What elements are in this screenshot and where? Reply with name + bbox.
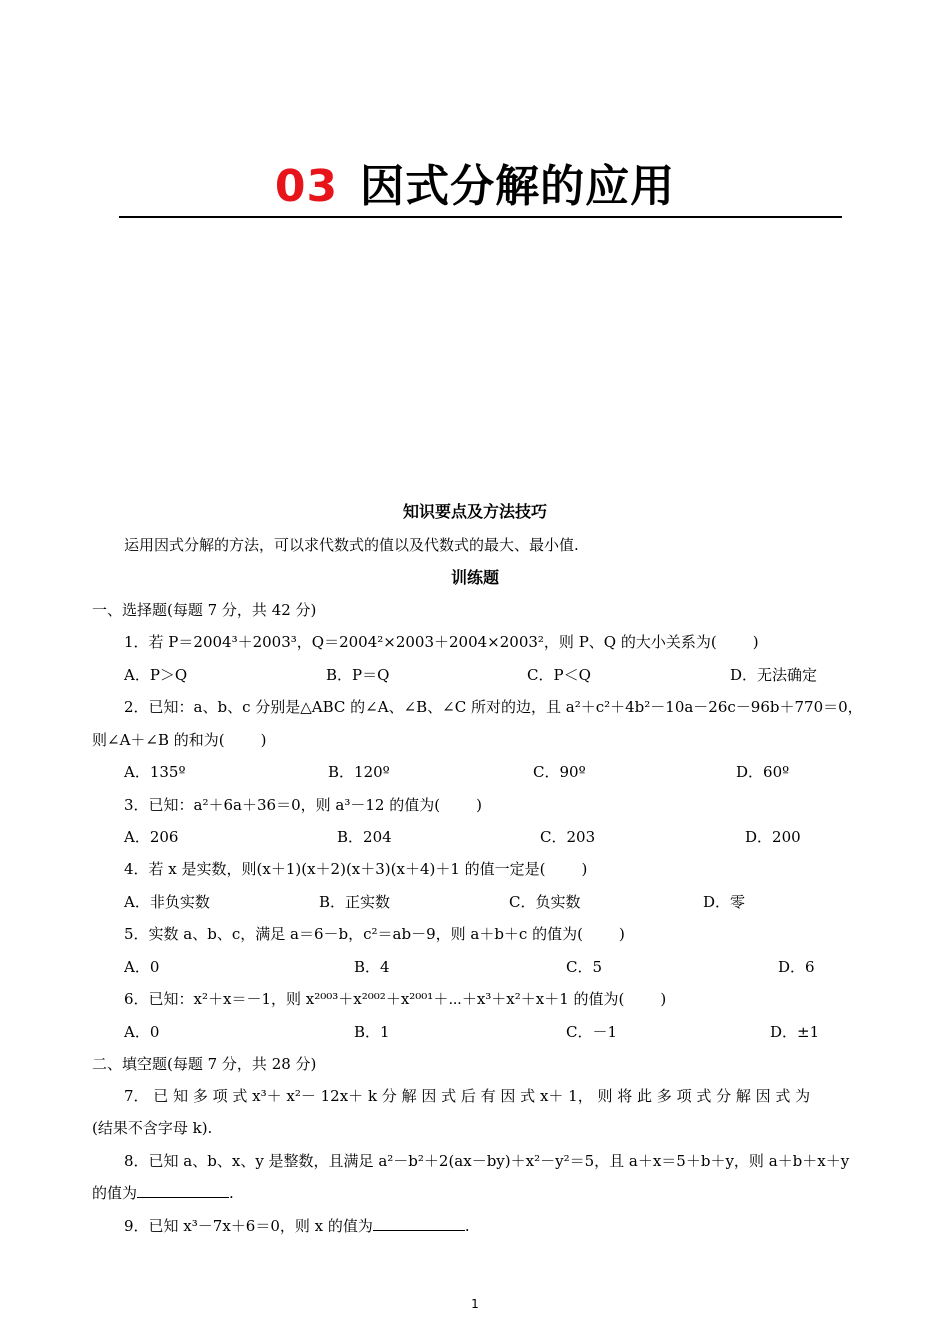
question-4 [124,859,587,879]
q3-option-c: C．203 [540,828,596,846]
title-number: 03 [274,161,339,212]
question-9-answer-blank [373,1216,465,1231]
q1-option-c: C．P＜Q [527,666,591,684]
question-3-close: ) [476,796,482,814]
question-5-close: ) [618,925,625,943]
title-underline [119,216,842,218]
q2-option-c: C．90º [533,763,586,781]
q6-option-d: D．±1 [770,1023,820,1041]
q6-option-b: B．1 [354,1023,390,1041]
q1-option-a: A．P＞Q [124,666,188,684]
knowledge-body: 运用因式分解的方法，可以求代数式的值以及代数式的最大、最小值. [124,536,579,554]
q5-option-c: C．5 [566,958,603,976]
question-6-close: ) [660,990,667,1008]
q3-option-d: D．200 [745,828,801,846]
question-4-text: 4．若 x 是实数，则(x＋1)(x＋2)(x＋3)(x＋4)＋1 的值一定是( [124,860,546,878]
q4-option-d: D．零 [703,893,746,911]
question-8-line1: 8．已知 a、b、x、y 是整数，且满足 a²－b²＋2(ax－by)＋x²－y²＝5，且 a＋x＝5＋b＋y，则 a＋b＋x＋y [124,1152,850,1170]
question-3-text: 3．已知：a²＋6a＋36＝0，则 a³－12 的值为( [124,796,441,814]
q4-option-c: C．负实数 [509,893,581,911]
q4-option-a: A．非负实数 [124,893,210,911]
q2-option-b: B．120º [328,763,390,781]
question-1-close: ) [752,633,759,651]
q1-option-b: B．P＝Q [326,666,390,684]
q5-option-a: A．0 [124,958,160,976]
q6-option-c: C．－1 [566,1023,618,1041]
q5-option-b: B．4 [354,958,390,976]
question-8-end: . [229,1184,234,1202]
question-8-answer-blank [137,1183,229,1198]
question-8-text2: 的值为 [92,1184,138,1202]
q5-option-d: D．6 [778,958,815,976]
q3-option-b: B．204 [337,828,392,846]
question-9-text: 9．已知 x³－7x＋6＝0，则 x 的值为 [124,1217,373,1235]
question-7-line2: (结果不含字母 k). [92,1119,213,1137]
section-choice-label: 一、选择题(每题 7 分，共 42 分) [92,601,317,619]
question-9-end: . [464,1217,470,1235]
question-9 [124,1216,470,1236]
q3-option-a: A．206 [124,828,179,846]
q6-option-a: A．0 [124,1023,160,1041]
q2-option-d: D．60º [736,763,790,781]
question-8-line2 [92,1183,234,1203]
knowledge-heading: 知识要点及方法技巧 [402,502,547,521]
title-text: 因式分解的应用 [360,161,676,212]
question-4-close: ) [581,860,588,878]
document-title [0,150,950,214]
question-3 [124,795,482,815]
q2-option-a: A．135º [124,763,186,781]
question-6 [124,989,666,1009]
section-fill-label: 二、填空题(每题 7 分，共 28 分) [92,1055,317,1073]
q1-option-d: D．无法确定 [730,666,818,684]
question-5-text: 5．实数 a、b、c，满足 a＝6－b，c²＝ab－9，则 a＋b＋c 的值为( [124,925,583,943]
question-7-line1: 7． 已 知 多 项 式 x³＋ x²－ 12x＋ k 分 解 因 式 后 有 因 式 x＋ 1， 则 将 此 多 项 式 分 解 因 式 为 [124,1087,811,1105]
training-heading: 训练题 [450,568,499,587]
q4-option-b: B．正实数 [319,893,391,911]
question-2-line2 [92,730,266,750]
question-6-text: 6．已知：x²＋x＝－1，则 x²⁰⁰³＋x²⁰⁰²＋x²⁰⁰¹＋⋯＋x³＋x²＋x＋1 的值为( [124,990,625,1008]
question-5 [124,924,625,944]
question-2-close: ) [260,731,267,749]
question-2-text2: 则∠A＋∠B 的和为( [92,731,225,749]
page-number: 1 [471,1297,479,1311]
question-1-text: 1．若 P＝2004³＋2003³，Q＝2004²×2003＋2004×2003²，则 P、Q 的大小关系为( [124,633,717,651]
question-1 [124,632,759,652]
question-2-line1: 2．已知：a、b、c 分别是△ABC 的∠A、∠B、∠C 所对的边，且 a²＋c²＋4b²－10a－26c－96b＋770＝0， [124,698,863,716]
